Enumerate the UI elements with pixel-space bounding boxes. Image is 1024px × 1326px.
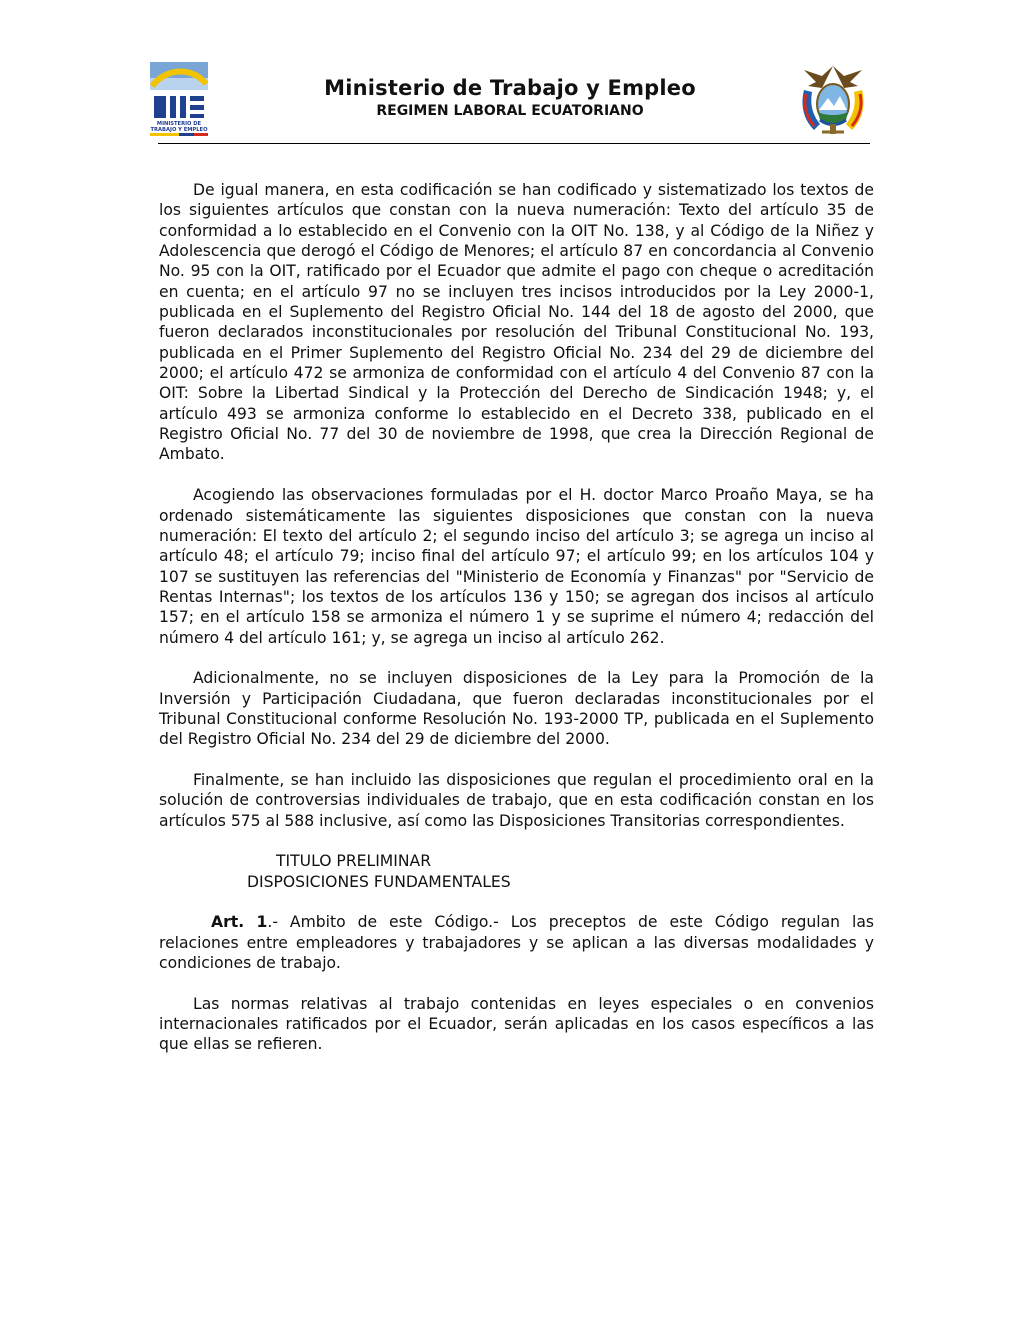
paragraph-finalmente: Finalmente, se han incluido las disposiciones que regulan el procedimiento oral en la solución de controversias individuales de trabajo, que en esta codificación constan en los artículos 575 al 588 inclusive, así como las Disposiciones Transitorias correspondientes.: [159, 770, 874, 830]
header-divider: [158, 143, 870, 144]
article-1-number: Art. 1: [211, 913, 268, 932]
paragraph-normas: Las normas relativas al trabajo contenidas en leyes especiales o en convenios internacionales ratificados por el Ecuador, serán aplicadas en los casos específicos a las que ellas se refieren.: [159, 994, 874, 1054]
paragraph-adicionalmente: Adicionalmente, no se incluyen disposiciones de la Ley para la Promoción de la Inversión y Participación Ciudadana, que fueron declaradas inconstitucionales por el Tribunal Constitucional conforme Resolución No. 193-2000 TP, publicada en el Suplemento del Registro Oficial No. 234 del 29 de diciembre del 2000.: [159, 669, 874, 749]
paragraph-observaciones: Acogiendo las observaciones formuladas por el H. doctor Marco Proaño Maya, se ha ordenado sistemáticamente las siguientes disposiciones que constan con la nueva numeración: El texto del artículo 2; el segundo inciso del artículo 3; se agrega un inciso al artículo 48; el artículo 79; inciso final del artículo 97; el artículo 99; en los artículos 104 y 107 se sustituyen las referencias del "Ministerio de Economía y Finanzas" por "Servicio de Rentas Internas"; los textos de los artículos 136 y 150; se agregan dos incisos al artículo 157; en el artículo 158 se armoniza el número 1 y se suprime el número 4; redacción del número 4 del artículo 161; y, se agrega un inciso al artículo 262.: [159, 486, 874, 647]
article-1-text: .- Ambito de este Código.- Los preceptos de este Código regulan las relaciones entre empleadores y trabajadores y se aplican a las diversas modalidades y condiciones de trabajo.: [159, 913, 874, 973]
header-title: Ministerio de Trabajo y Empleo: [324, 76, 696, 100]
svg-text:MINISTERIO DE: MINISTERIO DE: [156, 121, 202, 127]
paragraph-codificacion: De igual manera, en esta codificación se han codificado y sistematizado los textos de los siguientes artículos que constan con la nueva numeración: Texto del artículo 35 de conformidad a lo establecido en el Convenio con la OIT No. 138, y al Código de la Niñez y Adolescencia que derogó el Código de Menores; el artículo 87 en concordancia al Convenio No. 95 con la OIT, ratificado por el Ecuador que admite el pago con cheque o acreditación en cuenta; en el artículo 97 no se incluyen tres incisos introducidos por la Ley 2000-1, publicada en el Suplemento del Registro Oficial No. 144 del 18 de agosto del 2000, que fueron declarados inconstitucionales por resolución del Tribunal Constitucional No. 193, publicada en el Primer Suplemento del Registro Oficial No. 234 del 29 de diciembre del 2000; el artículo 472 se armoniza de conformidad con el artículo 4 del Convenio 87 con la OIT: Sobre la Libertad Sindical y la Protección del Derecho de Sindicación 1948; y, el artículo 493 se armoniza conforme lo establecido en el Decreto 338, publicado en el Registro Oficial No. 77 del 30 de noviembre de 1998, que crea la Dirección Regional de Ambato.: [159, 181, 874, 464]
header-subtitle: REGIMEN LABORAL ECUATORIANO: [376, 103, 644, 119]
section-heading-title: TITULO PRELIMINAR: [276, 852, 432, 871]
article-1: [159, 912, 874, 973]
document-body: [159, 180, 874, 1075]
section-heading-subtitle: DISPOSICIONES FUNDAMENTALES: [247, 872, 511, 891]
coat-of-arms-icon: [800, 64, 866, 138]
ministerio-trabajo-logo-icon: [150, 62, 208, 138]
svg-text:TRABAJO Y EMPLEO: TRABAJO Y EMPLEO: [150, 127, 208, 133]
page-header: [150, 58, 870, 146]
